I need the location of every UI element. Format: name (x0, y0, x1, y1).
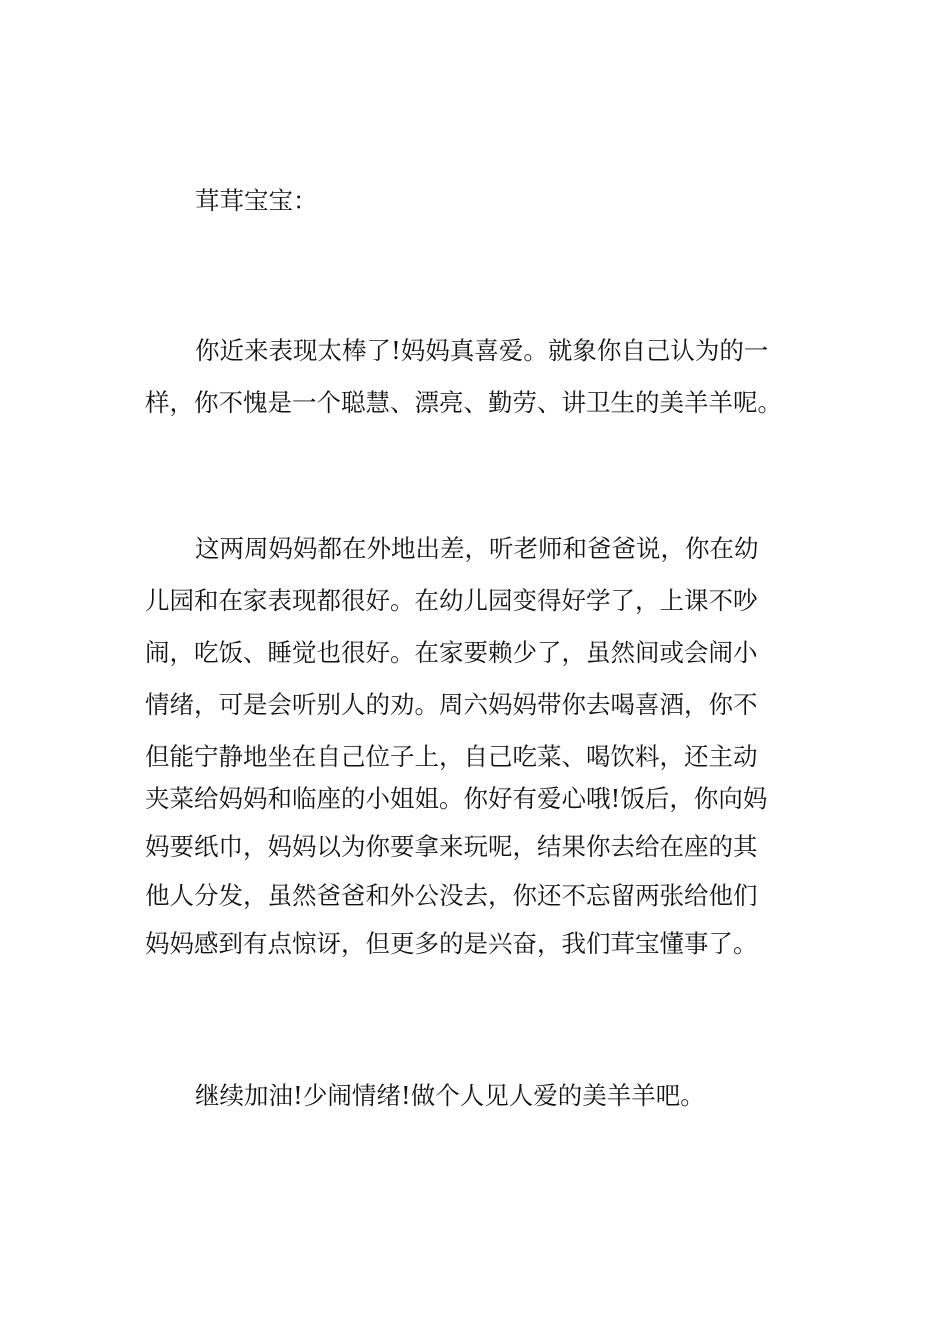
letter-salutation: 茸茸宝宝： (195, 186, 318, 215)
paragraph-line: 但能宁静地坐在自己位子上，自己吃菜、喝饮料，还主动 (145, 742, 758, 771)
paragraph-line: 夹菜给妈妈和临座的小姐姐。你好有爱心哦!饭后，你向妈 (145, 784, 768, 813)
paragraph-line: 样，你不愧是一个聪慧、漂亮、勤劳、讲卫生的美羊羊呢。 (145, 388, 782, 417)
paragraph-line: 你近来表现太棒了!妈妈真喜爱。就象你自己认为的一 (195, 336, 769, 365)
paragraph-line: 他人分发，虽然爸爸和外公没去，你还不忘留两张给他们 (145, 881, 758, 910)
paragraph-line: 情绪，可是会听别人的劝。周六妈妈带你去喝喜酒，你不 (145, 690, 758, 719)
paragraph-line: 妈妈感到有点惊讶，但更多的是兴奋，我们茸宝懂事了。 (145, 929, 758, 958)
paragraph-line: 妈要纸巾，妈妈以为你要拿来玩呢，结果你去给在座的其 (145, 832, 758, 861)
paragraph-line: 继续加油!少闹情绪!做个人见人爱的美羊羊吧。 (195, 1081, 705, 1110)
paragraph-line: 闹，吃饭、睡觉也很好。在家要赖少了，虽然间或会闹小 (145, 638, 758, 667)
paragraph-line: 儿园和在家表现都很好。在幼儿园变得好学了，上课不吵 (145, 586, 758, 615)
paragraph-line: 这两周妈妈都在外地出差，听老师和爸爸说，你在幼 (195, 534, 759, 563)
